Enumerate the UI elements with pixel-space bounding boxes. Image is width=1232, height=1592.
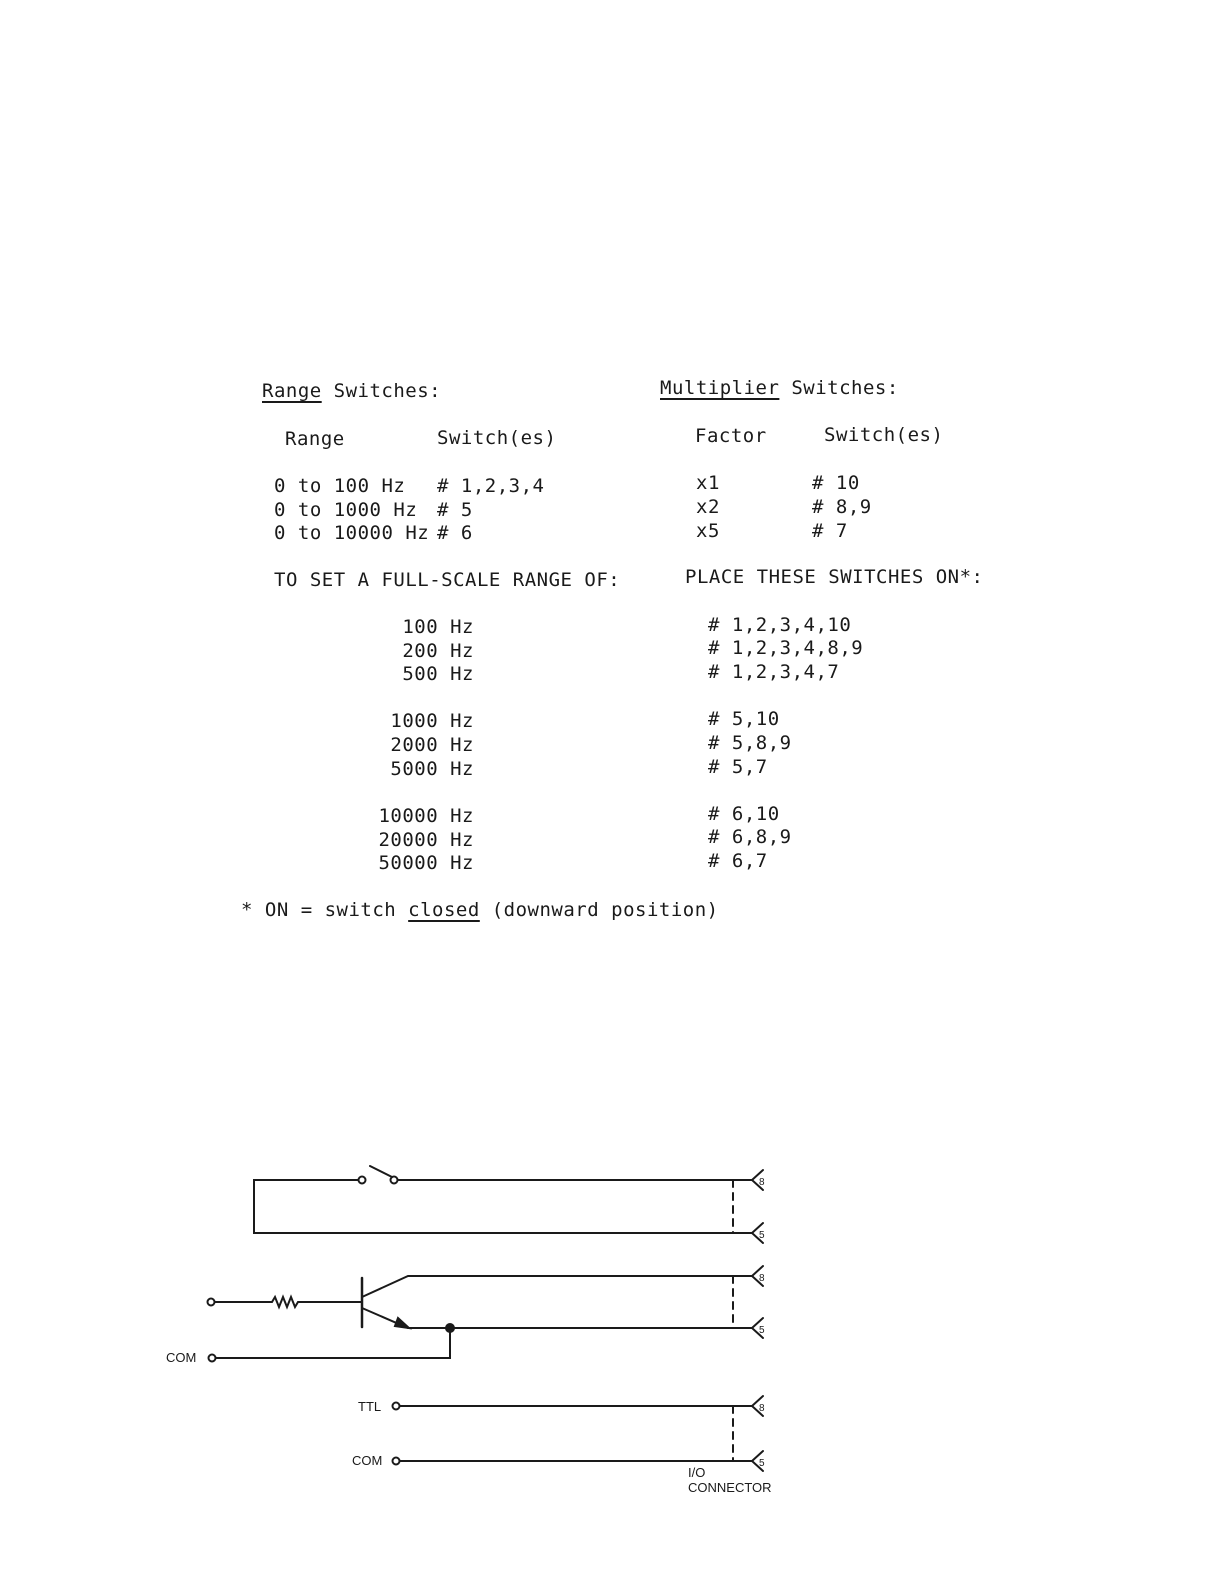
footnote-suffix: (downward position) xyxy=(479,899,719,921)
io-connector-label-line2: CONNECTOR xyxy=(688,1480,772,1495)
switch-contact-circuit xyxy=(254,1166,763,1243)
full-scale-switches: # 6,10 xyxy=(708,803,780,825)
range-col-header: Range xyxy=(285,428,345,450)
full-scale-switches: # 6,8,9 xyxy=(708,826,792,848)
range-row-3-switch: # 6 xyxy=(437,522,473,544)
range-heading-rest: Switches: xyxy=(321,380,442,402)
footnote-underlined: closed xyxy=(408,899,480,921)
factor-row-1-switch: # 10 xyxy=(812,472,860,494)
full-scale-switches: # 5,7 xyxy=(708,756,768,778)
multiplier-heading-underlined: Multiplier xyxy=(660,377,780,399)
transistor-circuit xyxy=(208,1266,764,1362)
factor-row-3-switch: # 7 xyxy=(812,520,848,542)
loop-wire xyxy=(254,1180,752,1233)
full-scale-range: 20000 Hz xyxy=(378,829,474,851)
com-terminal-bottom xyxy=(393,1458,400,1465)
range-row-3-range: 0 to 10000 Hz xyxy=(274,522,430,544)
pin-label: 8 xyxy=(759,1403,765,1414)
pin-label: 8 xyxy=(759,1177,765,1188)
full-scale-switches: # 5,10 xyxy=(708,708,780,730)
ttl-terminal xyxy=(393,1403,400,1410)
pin-label: 5 xyxy=(759,1230,765,1241)
emitter-wire xyxy=(362,1308,752,1328)
range-switch-col-header: Switch(es) xyxy=(437,427,557,449)
input-terminal xyxy=(208,1299,215,1306)
full-scale-switches: # 1,2,3,4,8,9 xyxy=(708,637,864,659)
factor-col-header: Factor xyxy=(695,425,767,447)
ttl-label: TTL xyxy=(358,1399,382,1414)
io-connector-label-line1: I/O xyxy=(688,1465,706,1480)
full-scale-range: 5000 Hz xyxy=(390,758,474,780)
range-row-2-switch: # 5 xyxy=(437,499,473,521)
full-scale-range: 1000 Hz xyxy=(390,710,474,732)
collector-wire xyxy=(362,1276,752,1297)
factor-row-3: x5 xyxy=(696,520,720,542)
range-row-2-range: 0 to 1000 Hz xyxy=(274,499,418,521)
factor-row-2: x2 xyxy=(696,496,720,518)
pin-label: 5 xyxy=(759,1325,765,1336)
range-row-1-range: 0 to 100 Hz xyxy=(274,475,406,497)
pin-label: 8 xyxy=(759,1273,765,1284)
factor-row-2-switch: # 8,9 xyxy=(812,496,872,518)
full-scale-range: 50000 Hz xyxy=(378,852,474,874)
multiplier-switch-col-header: Switch(es) xyxy=(824,424,944,446)
range-row-1-switch: # 1,2,3,4 xyxy=(437,475,545,497)
base-resistor xyxy=(215,1297,362,1307)
full-scale-range: 2000 Hz xyxy=(390,734,474,756)
ttl-circuit xyxy=(393,1396,764,1471)
footnote-prefix: * ON = switch xyxy=(241,899,409,921)
full-scale-left-heading: TO SET A FULL-SCALE RANGE OF: xyxy=(274,569,621,591)
full-scale-range: 10000 Hz xyxy=(378,805,474,827)
com-wire xyxy=(216,1328,450,1358)
switch-blade xyxy=(370,1166,392,1177)
full-scale-range: 500 Hz xyxy=(402,663,474,685)
full-scale-right-heading: PLACE THESE SWITCHES ON*: xyxy=(685,566,984,588)
emitter-arrow xyxy=(395,1318,409,1328)
full-scale-switches: # 1,2,3,4,7 xyxy=(708,661,840,683)
full-scale-switches: # 5,8,9 xyxy=(708,732,792,754)
full-scale-range: 100 Hz xyxy=(402,616,474,638)
full-scale-range: 200 Hz xyxy=(402,640,474,662)
range-heading-underlined: Range xyxy=(262,380,322,402)
com-label: COM xyxy=(166,1350,197,1365)
pin-label: 5 xyxy=(759,1458,765,1469)
full-scale-switches: # 6,7 xyxy=(708,850,768,872)
com-terminal xyxy=(209,1355,216,1362)
multiplier-heading-rest: Switches: xyxy=(779,377,899,399)
com-label-bottom: COM xyxy=(352,1453,383,1468)
switch-terminal-left xyxy=(359,1177,366,1184)
full-scale-switches: # 1,2,3,4,10 xyxy=(708,614,852,636)
factor-row-1: x1 xyxy=(696,472,720,494)
